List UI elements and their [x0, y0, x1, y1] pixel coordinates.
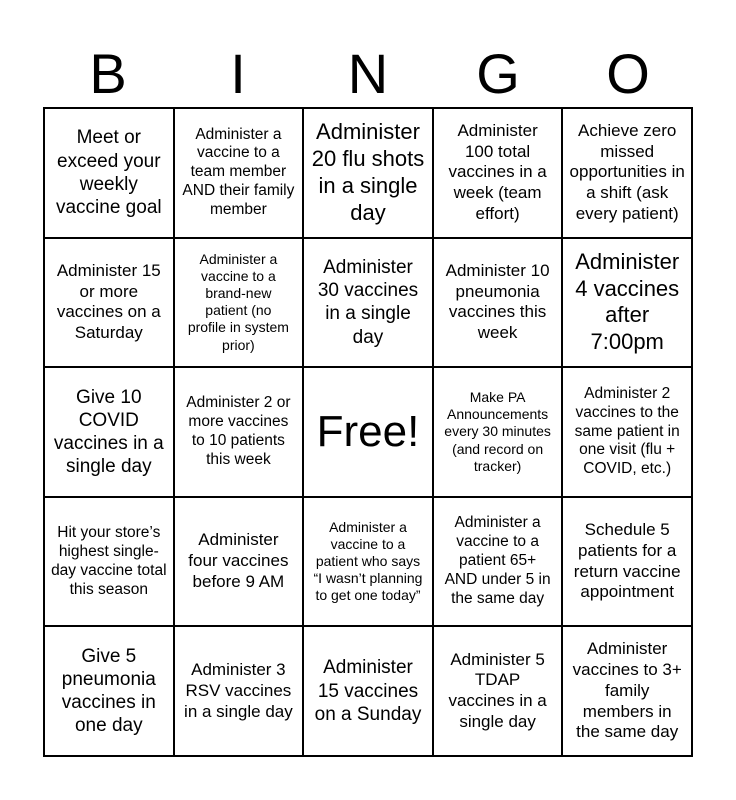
bingo-cell[interactable] [303, 626, 433, 756]
bingo-header [43, 42, 693, 106]
bingo-cell[interactable] [433, 238, 563, 368]
cell-text: Administer 2 or more vaccines to 10 patients this week [186, 394, 291, 468]
bingo-cell[interactable] [44, 626, 174, 756]
bingo-cell[interactable] [433, 626, 563, 756]
cell-text: Administer 3 RSV vaccines in a single day [184, 660, 293, 721]
bingo-cell[interactable] [44, 108, 174, 238]
cell-text: Administer a vaccine to a patient 65+ AND under 5 in the same day [444, 514, 551, 607]
cell-text: Administer a vaccine to a patient who says “I wasn’t planning to get one today” [313, 518, 423, 604]
cell-text: Administer 5 TDAP vaccines in a single day [448, 649, 547, 731]
cell-text: Give 5 pneumonia vaccines in one day [61, 645, 156, 737]
cell-text: Administer four vaccines before 9 AM [188, 530, 289, 591]
bingo-cell[interactable] [562, 238, 692, 368]
bingo-cell[interactable] [433, 367, 563, 497]
bingo-cell[interactable] [562, 497, 692, 627]
bingo-cell[interactable] [562, 108, 692, 238]
cell-text: Schedule 5 patients for a return vaccine appointment [573, 520, 681, 602]
cell-text: Administer 20 flu shots in a single day [311, 119, 425, 225]
cell-text: Make PA Announcements every 30 minutes (and record on tracker) [444, 389, 551, 474]
bingo-cell[interactable] [562, 367, 692, 497]
cell-text: Administer 15 or more vaccines on a Saturday [56, 260, 161, 343]
bingo-cell[interactable] [433, 497, 563, 627]
bingo-cell[interactable] [174, 108, 304, 238]
bingo-cell[interactable] [303, 238, 433, 368]
bingo-cell[interactable] [44, 367, 174, 497]
cell-text: Administer a vaccine to a team member AND their family member [182, 125, 295, 219]
bingo-cell[interactable] [562, 626, 692, 756]
header-letter-b: B [89, 42, 127, 105]
bingo-cell[interactable] [44, 497, 174, 627]
cell-text: Administer vaccines to 3+ family members in the same day [572, 639, 682, 742]
cell-text: Administer 100 total vaccines in a week (team effort) [448, 120, 547, 223]
free-space[interactable] [303, 367, 433, 497]
free-text: Free! [316, 407, 420, 457]
bingo-cell[interactable] [433, 108, 563, 238]
bingo-cell[interactable] [303, 497, 433, 627]
cell-text: Administer 10 pneumonia vaccines this week [445, 260, 550, 343]
header-letter-g: G [476, 42, 520, 105]
cell-text: Administer a vaccine to a brand-new patient (no profile in system prior) [187, 251, 289, 353]
cell-text: Administer 30 vaccines in a single day [317, 257, 419, 348]
header-letter-o: O [606, 42, 650, 105]
cell-text: Hit your store’s highest single-day vaccine total this season [51, 523, 167, 598]
bingo-cell[interactable] [174, 367, 304, 497]
header-letter-n: N [347, 42, 389, 105]
cell-text: Administer 15 vaccines on a Sunday [314, 657, 422, 725]
bingo-grid [43, 107, 693, 757]
bingo-cell[interactable] [174, 497, 304, 627]
cell-text: Administer 2 vaccines to the same patient in one visit (flu + COVID, etc.) [574, 384, 680, 478]
cell-text: Meet or exceed your weekly vaccine goal [55, 127, 162, 218]
bingo-cell[interactable] [174, 238, 304, 368]
bingo-cell[interactable] [174, 626, 304, 756]
bingo-cell[interactable] [303, 108, 433, 238]
bingo-cell[interactable] [44, 238, 174, 368]
cell-text: Administer 4 vaccines after 7:00pm [575, 248, 680, 355]
cell-text: Give 10 COVID vaccines in a single day [53, 386, 164, 478]
cell-text: Achieve zero missed opportunities in a shift (ask every patient) [569, 120, 685, 223]
header-letter-i: I [230, 42, 246, 105]
